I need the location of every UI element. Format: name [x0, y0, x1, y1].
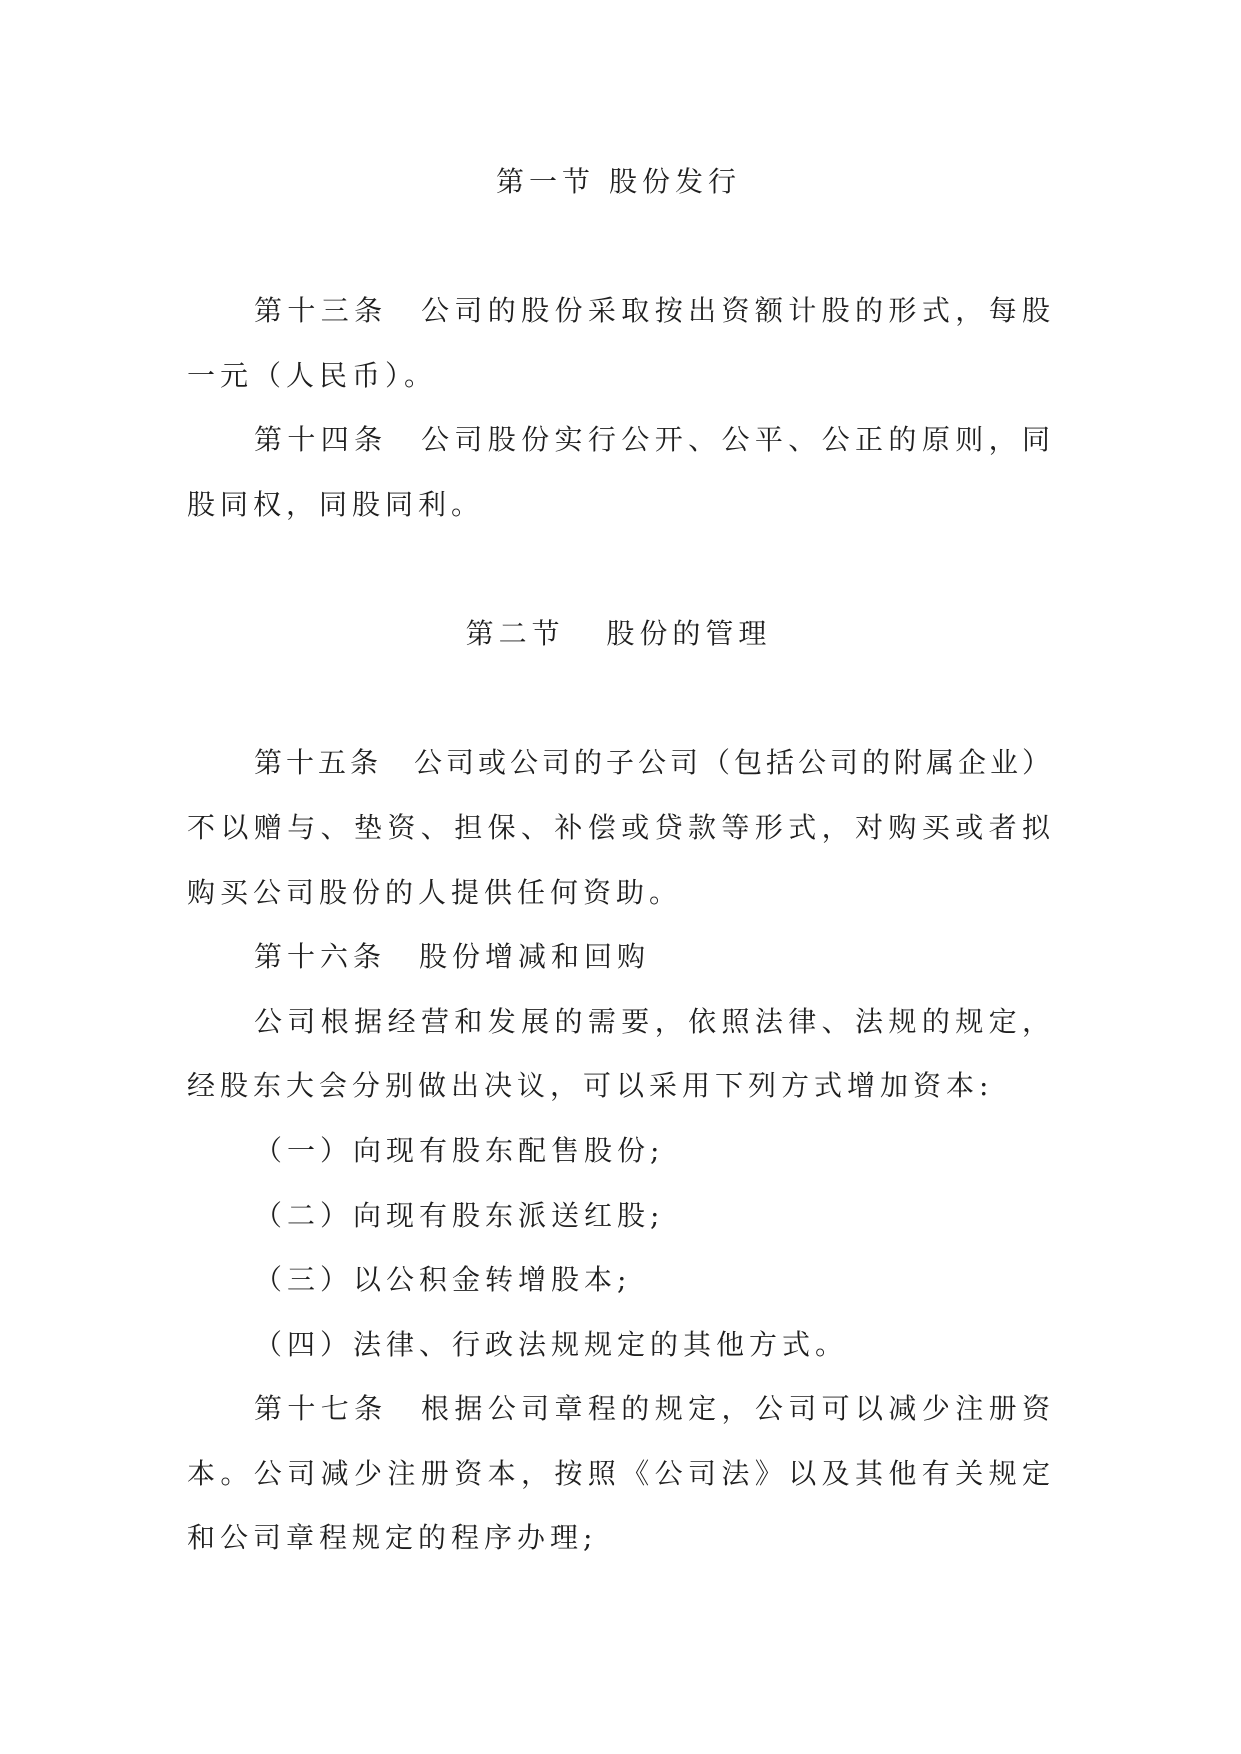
article-paragraph — [187, 925, 1050, 990]
blank-line — [187, 538, 1050, 603]
article-paragraph — [187, 408, 1050, 537]
list-item — [187, 1184, 1050, 1249]
paragraph-line: 购买公司股份的人提供任何资助。 — [187, 875, 683, 909]
blank-line — [187, 667, 1050, 732]
paragraph-line: 股同权，同股同利。 — [187, 487, 485, 521]
paragraph-line: 本。公司减少注册资本，按照《公司法》以及其他有关规定 — [187, 1456, 1050, 1490]
paragraph-line: 和公司章程规定的程序办理; — [187, 1521, 598, 1555]
list-item — [187, 1313, 1050, 1378]
paragraph-line: （四）法律、行政法规规定的其他方式。 — [254, 1327, 849, 1361]
article-paragraph — [187, 1377, 1050, 1571]
paragraph-line: 第十六条 股份增减和回购 — [254, 940, 651, 974]
paragraph-line: 第十四条 公司股份实行公开、公平、公正的原则，同 — [254, 423, 1050, 457]
blank-line — [187, 215, 1050, 280]
paragraph-line: 不以赠与、垫资、担保、补偿或贷款等形式，对购买或者拟 — [187, 810, 1050, 844]
paragraph-line: 第十七条 根据公司章程的规定，公司可以减少注册资 — [254, 1392, 1050, 1426]
paragraph-line: （二）向现有股东派送红股; — [254, 1198, 665, 1232]
section-heading: 第二节 股份的管理 — [465, 617, 772, 651]
paragraph-line: 第十三条 公司的股份采取按出资额计股的形式，每股 — [254, 294, 1050, 328]
list-item — [187, 1248, 1050, 1313]
paragraph-line: （三）以公积金转增股本; — [254, 1263, 632, 1297]
document-body — [187, 150, 1050, 1571]
article-paragraph — [187, 279, 1050, 408]
article-paragraph — [187, 990, 1050, 1119]
list-item — [187, 1119, 1050, 1184]
article-paragraph — [187, 731, 1050, 925]
section-heading: 第一节 股份发行 — [496, 165, 741, 198]
paragraph-line: （一）向现有股东配售股份; — [254, 1133, 665, 1167]
paragraph-line: 公司根据经营和发展的需要，依照法律、法规的规定， — [254, 1004, 1050, 1038]
paragraph-line: 经股东大会分别做出决议，可以采用下列方式增加资本: — [187, 1069, 994, 1103]
paragraph-line: 第十五条 公司或公司的子公司（包括公司的附属企业） — [254, 746, 1050, 780]
paragraph-line: 一元（人民币）。 — [187, 358, 438, 392]
